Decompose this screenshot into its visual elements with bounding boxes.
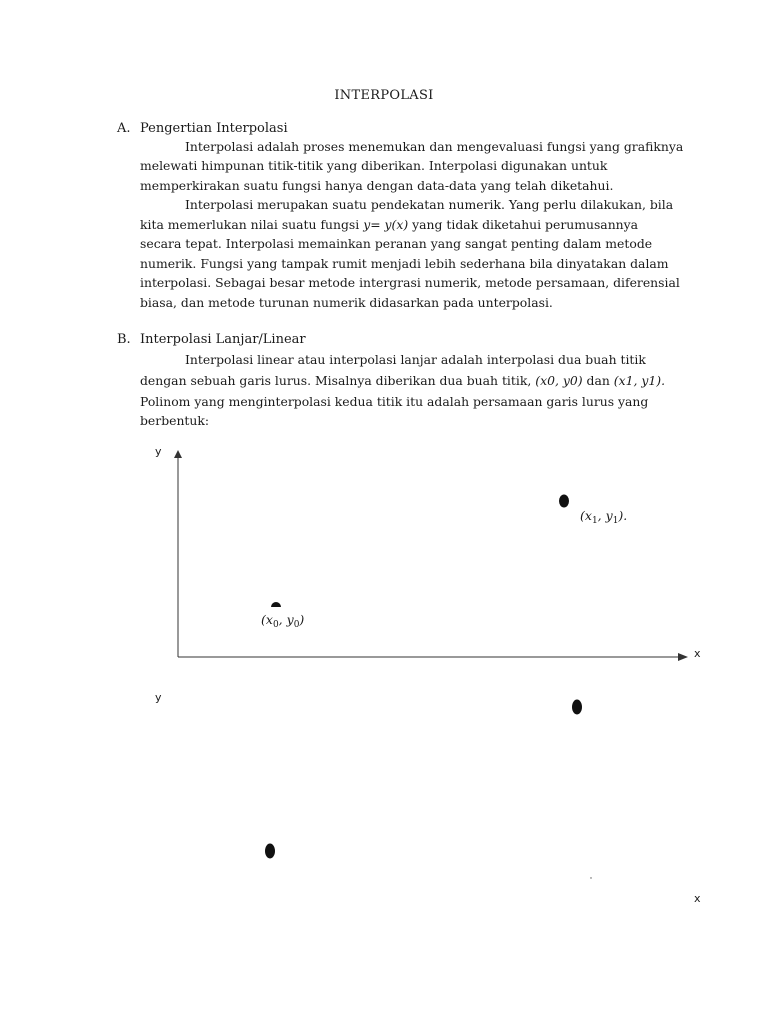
section-b-letter: B. [117,332,131,347]
label-part: (x [580,508,592,523]
paragraph-line: melewati himpunan titik-titik yang diberikan. Interpolasi digunakan untuk [140,158,608,173]
paragraph-line: interpolasi. Sebagai besar metode intergrasi numerik, metode persamaan, diferensial [140,275,680,290]
section-a-letter: A. [117,121,131,136]
point-1-label [580,508,627,526]
label-sub: 1 [591,516,598,526]
math-point-0: (x0, y0) [535,373,583,388]
paragraph-line: Polinom yang menginterpolasi kedua titik itu adalah persamaan garis lurus yang [140,394,649,409]
paragraph-line: memperkirakan suatu fungsi hanya dengan data-data yang telah diketahui. [140,178,614,193]
point-0-label [261,612,304,630]
graph-2-point-1-dot [572,700,582,715]
graph-2-y-label: y [155,691,162,704]
page-title: INTERPOLASI [334,88,434,103]
graph-2-x-label: x [694,892,701,905]
label-part: , y [278,612,294,627]
section-b-heading: Interpolasi Lanjar/Linear [140,332,306,347]
math-formula: y= y(x) [363,217,409,232]
paragraph-line: Interpolasi adalah proses menemukan dan mengevaluasi fungsi yang grafiknya [185,139,684,154]
paragraph-line: Interpolasi linear atau interpolasi lanjar adalah interpolasi dua buah titik [185,352,646,367]
x-axis-arrow [678,653,688,661]
label-sub: 1 [612,516,619,526]
point-1-dot [559,495,569,508]
label-part: (x [261,612,273,627]
label-part: , y [597,508,613,523]
section-a-heading: Pengertian Interpolasi [140,121,288,136]
speck [590,877,591,878]
paragraph-text: kita memerlukan nilai suatu fungsi [140,217,360,232]
label-sub: 0 [293,620,300,630]
label-sub: 0 [272,620,279,630]
paragraph-text: yang tidak diketahui perumusannya [412,217,639,232]
point-0-dot [271,602,281,607]
paragraph-line: Interpolasi merupakan suatu pendekatan numerik. Yang perlu dilakukan, bila [185,197,674,212]
paragraph-text: dan [586,373,610,388]
paragraph-line: secara tepat. Interpolasi memainkan peranan yang sangat penting dalam metode [140,236,653,251]
graph-1-y-label: y [155,445,162,458]
y-axis-arrow [174,450,182,458]
graph-2-point-0-dot [265,844,275,859]
paragraph-line: numerik. Fungsi yang tampak rumit menjadi lebih sederhana bila dinyatakan dalam [140,256,669,271]
graph-1-x-label: x [694,647,701,660]
paragraph-line: biasa, dan metode turunan numerik didasarkan pada unterpolasi. [140,295,553,310]
label-part: ) [299,612,305,627]
label-part: ). [618,508,628,523]
paragraph-line: berbentuk: [140,413,210,428]
math-point-1: (x1, y1). [613,373,666,388]
paragraph-text: dengan sebuah garis lurus. Misalnya diberikan dua buah titik, [140,373,532,388]
